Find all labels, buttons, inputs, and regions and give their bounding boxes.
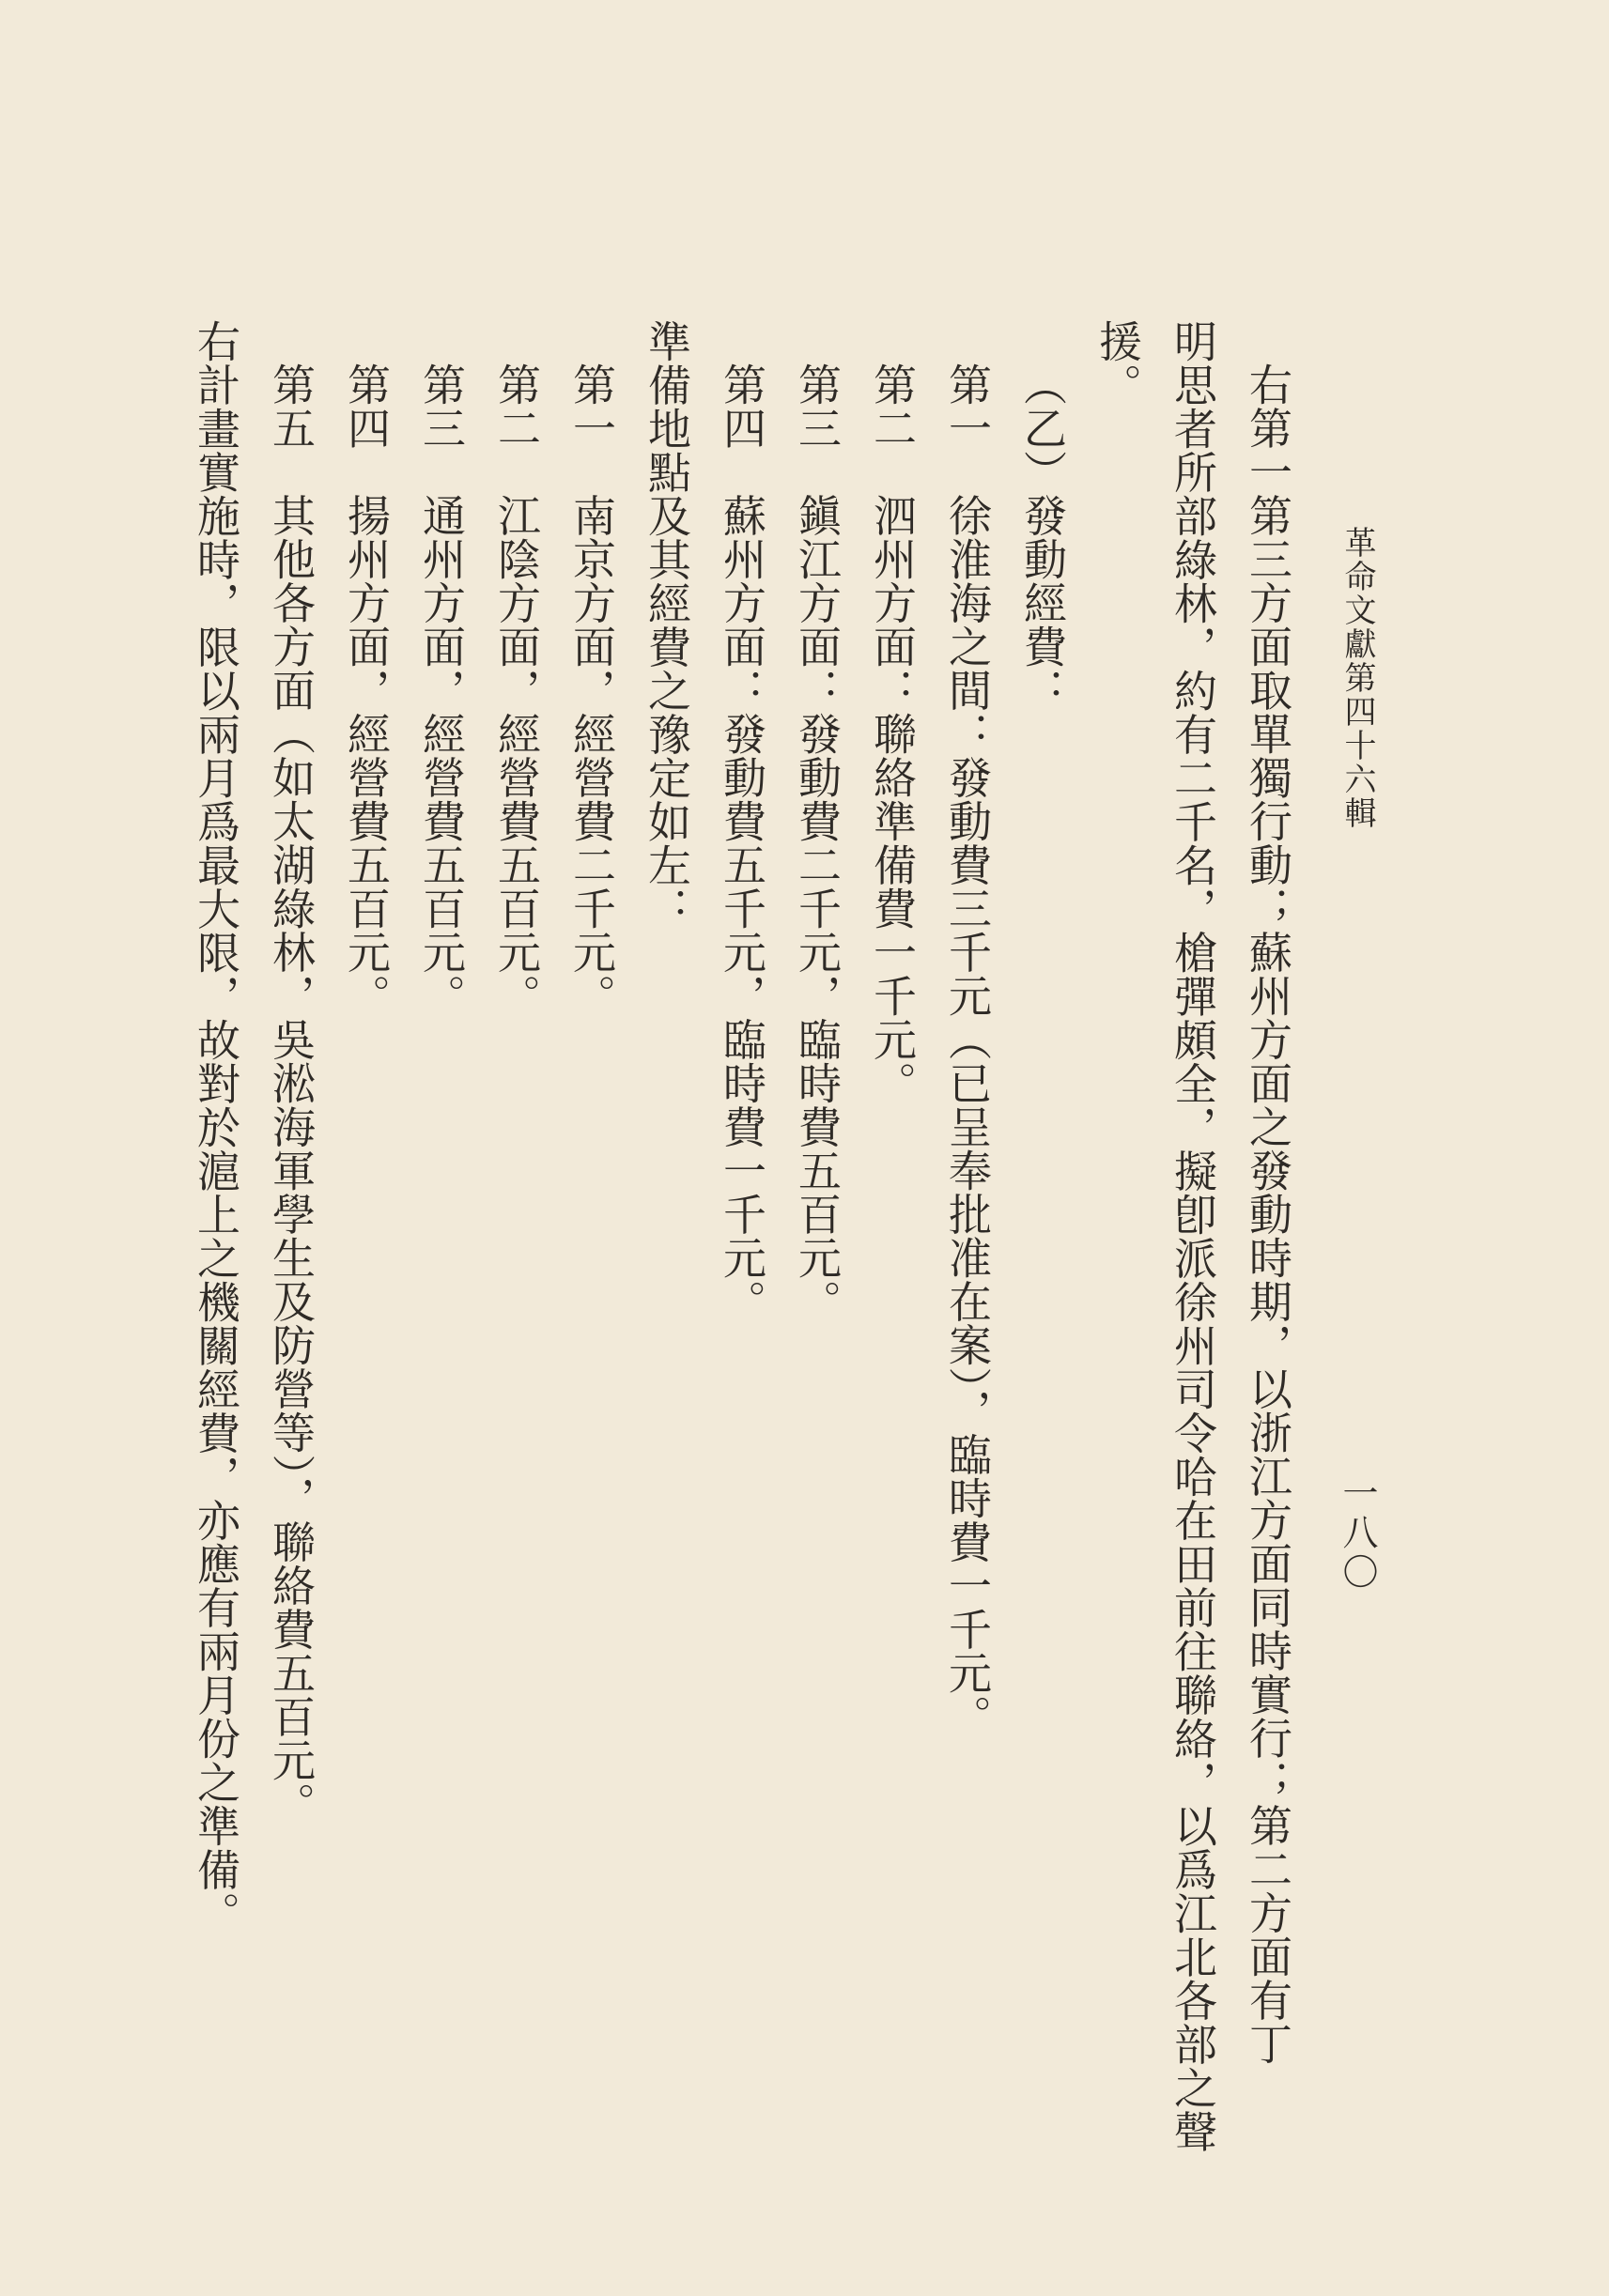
text-line: 第五 其他各方面（如太湖綠林，吳淞海軍學生及防營等），聯絡費五百元。	[266, 362, 317, 1826]
text-line: 第一 南京方面，經營費二千元。	[566, 362, 617, 1018]
text-line: （乙）發動經費：	[1017, 362, 1068, 712]
text-line: 明思者所部綠林，約有二千名，槍彈頗全，擬卽派徐州司令哈在田前往聯絡，以爲江北各部之聲	[1168, 319, 1218, 2153]
book-title: 革命文獻第四十六輯	[1338, 526, 1376, 830]
text-line: 準備地點及其經費之豫定如左：	[642, 319, 692, 931]
text-line: 第四 揚州方面，經營費五百元。	[341, 362, 392, 1018]
text-line: 第三 鎭江方面：發動費二千元，臨時費五百元。	[792, 362, 843, 1323]
text-line: 援。	[1092, 319, 1143, 407]
text-line: 右第一第三方面取單獨行動；蘇州方面之發動時期，以浙江方面同時實行；第二方面有丁	[1243, 362, 1293, 2066]
text-line: 第二 泗州方面：聯絡準備費一千元。	[867, 362, 918, 1105]
text-line: 第四 蘇州方面：發動費五千元，臨時費一千元。	[717, 362, 767, 1323]
text-line: 第三 通州方面，經營費五百元。	[416, 362, 467, 1018]
text-line: 第二 江陰方面，經營費五百元。	[491, 362, 542, 1018]
text-line: 右計畫實施時，限以兩月爲最大限，故對於滬上之機關經費，亦應有兩月份之準備。	[191, 319, 241, 1935]
text-line: 第一 徐淮海之間：發動費三千元（已呈奉批准在案），臨時費一千元。	[942, 362, 993, 1738]
page-number: 一八〇	[1337, 1474, 1378, 1593]
body-text	[178, 319, 1306, 2153]
